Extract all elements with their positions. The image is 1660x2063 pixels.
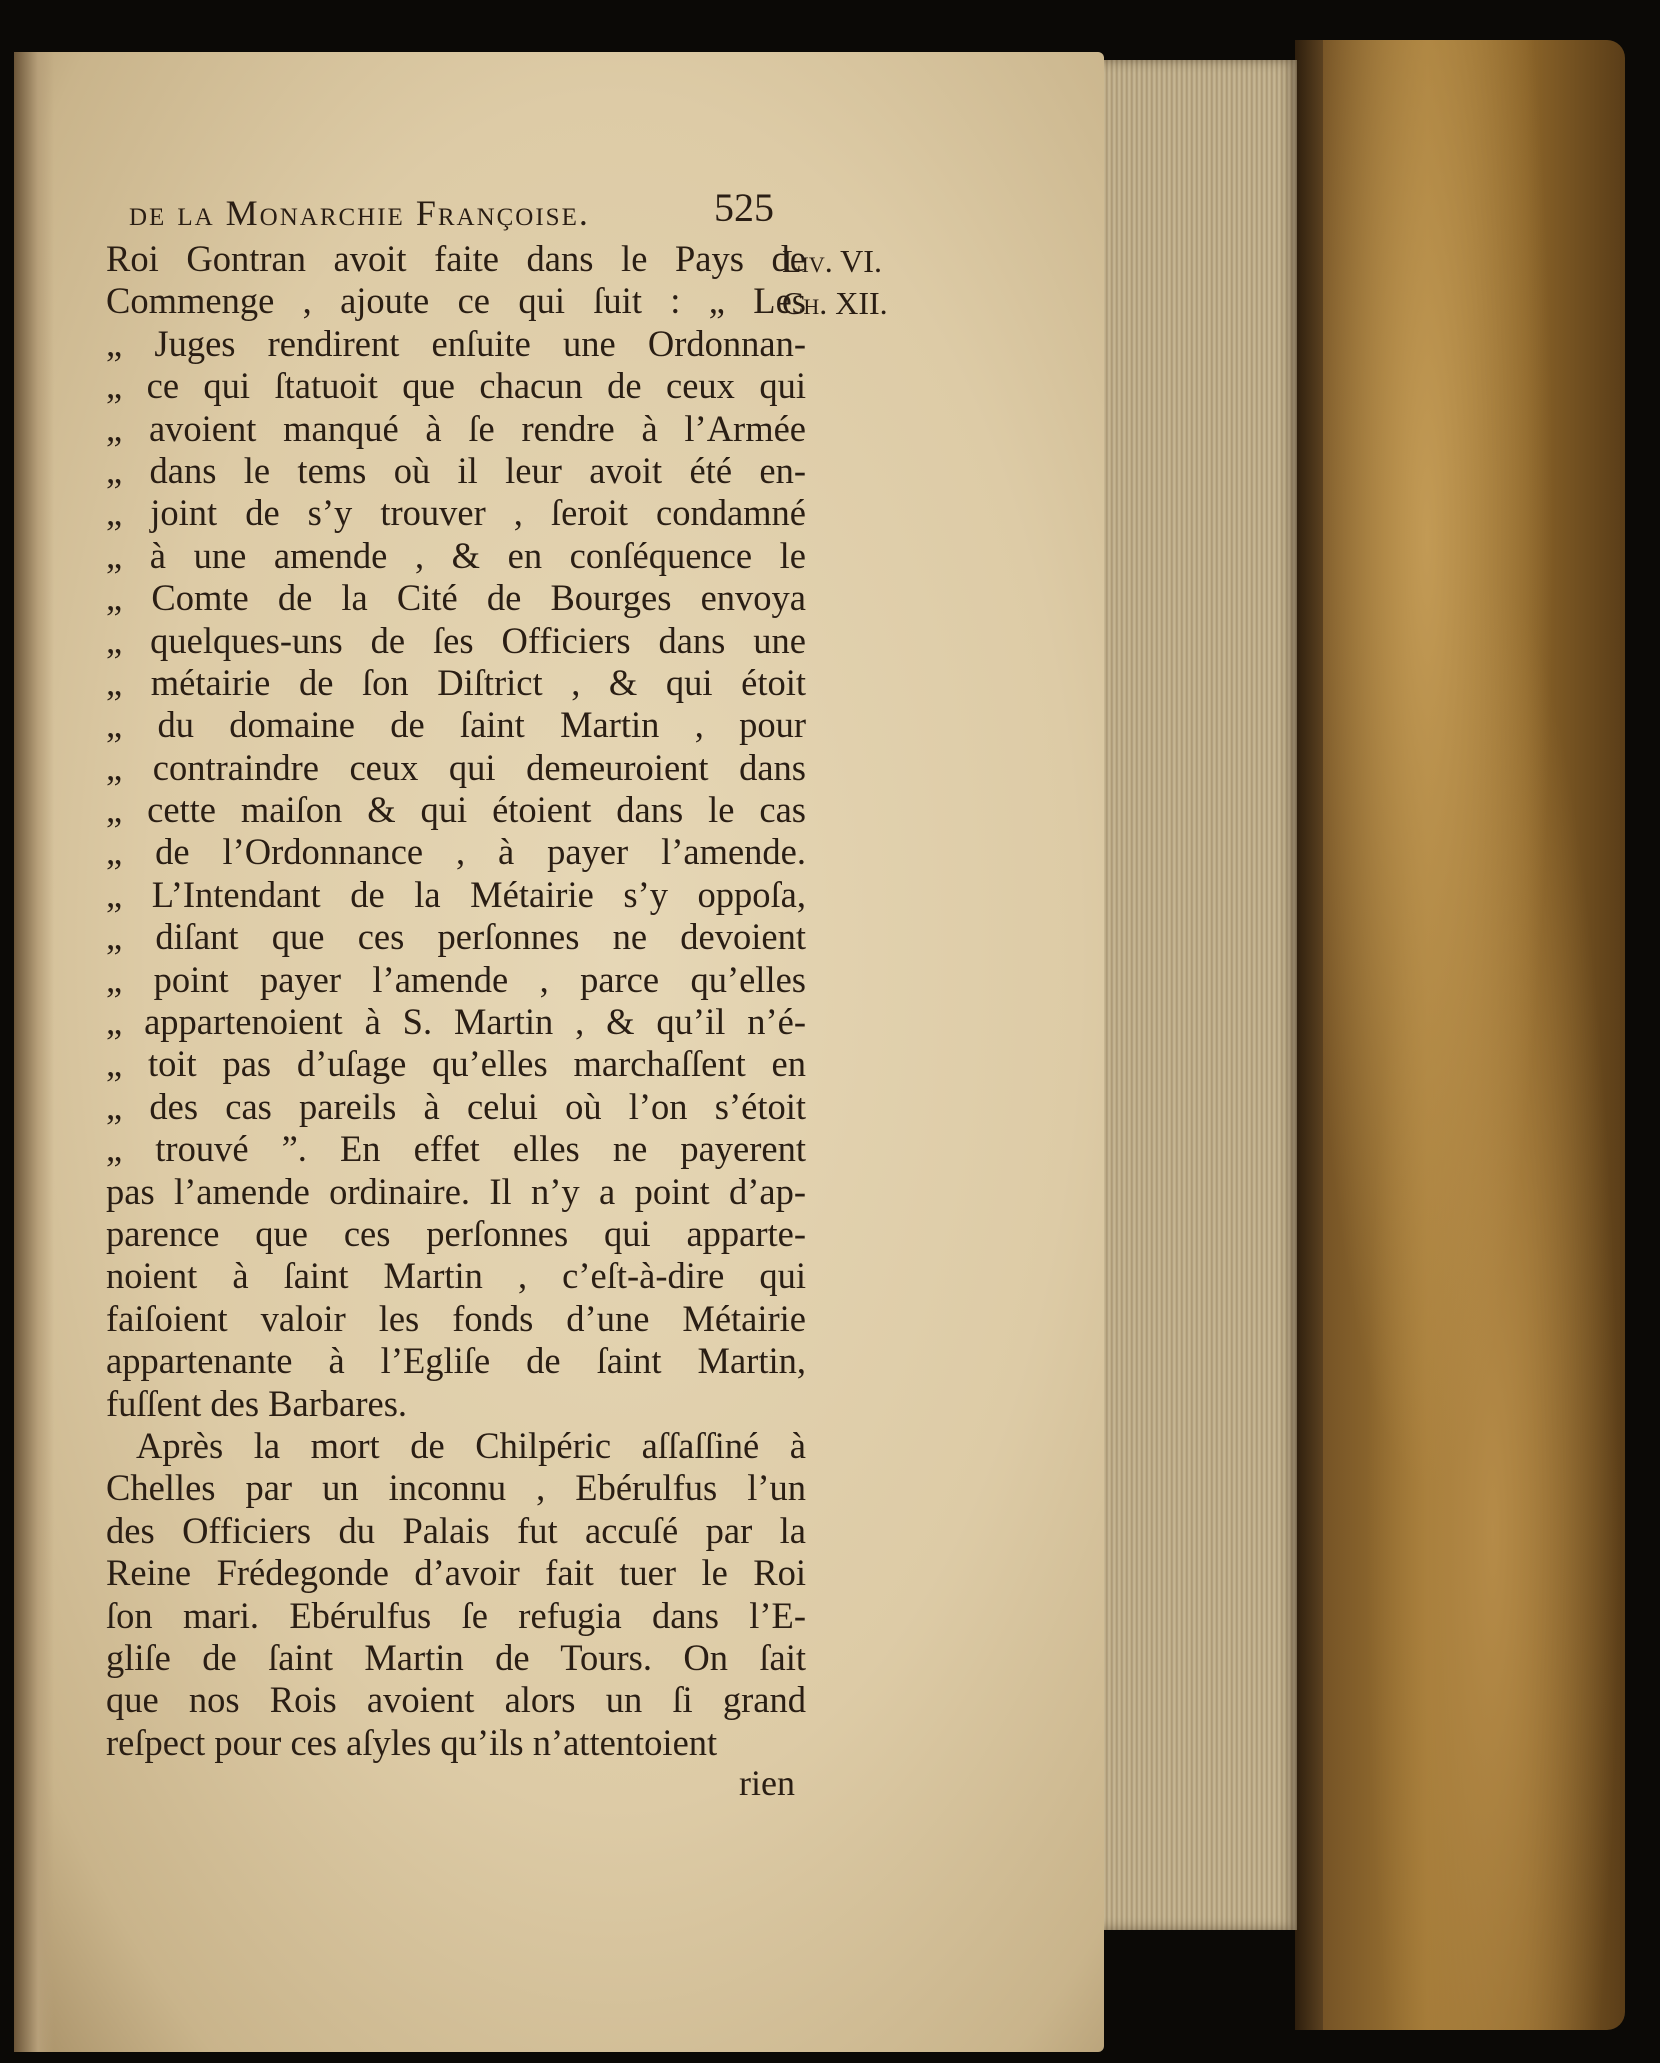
text-line: que nos Rois avoient alors un ſi grand	[106, 1679, 806, 1721]
page-number: 525	[714, 185, 774, 230]
body-text	[106, 238, 806, 1764]
text-line: „ quelques-uns de ſes Officiers dans une	[106, 619, 806, 661]
catchword: rien	[739, 1763, 795, 1803]
text-line: „ L’Intendant de la Métairie s’y oppoſa,	[106, 873, 806, 915]
text-line: „ joint de s’y trouver , ſeroit condamné	[106, 492, 806, 534]
text-line: „ métairie de ſon Diſtrict , & qui étoit	[106, 661, 806, 703]
text-line: pas l’amende ordinaire. Il n’y a point d’ap-	[106, 1170, 806, 1212]
cover-edge	[1295, 40, 1323, 2030]
text-line: „ à une amende , & en conſéquence le	[106, 534, 806, 576]
margin-notes	[782, 240, 952, 324]
text-line: reſpect pour ces aſyles qu’ils n’attentoient	[106, 1721, 718, 1763]
text-line: Après la mort de Chilpéric aſſaſſiné à	[136, 1424, 806, 1466]
text-line: Roi Gontran avoit faite dans le Pays de	[106, 238, 806, 279]
text-line: „ du domaine de ſaint Martin , pour	[106, 704, 806, 746]
text-line: „ point payer l’amende , parce qu’elles	[106, 958, 806, 1000]
text-line: „ Comte de la Cité de Bourges envoya	[106, 577, 806, 619]
text-line: „ appartenoient à S. Martin , & qu’il n’é-	[106, 1001, 806, 1043]
book-cover-board	[1295, 40, 1625, 2030]
book-page	[14, 52, 1104, 2052]
running-head: de la Monarchie Françoise.	[129, 193, 590, 233]
text-block	[14, 52, 1104, 2052]
text-line: Chelles par un inconnu , Ebérulfus l’un	[106, 1467, 806, 1509]
text-line: Commenge , ajoute ce qui ſuit : „ Les	[106, 280, 806, 322]
text-line: parence que ces perſonnes qui apparte-	[106, 1212, 806, 1254]
text-line: „ de l’Ordonnance , à payer l’amende.	[106, 831, 806, 873]
text-line: „ cette maiſon & qui étoient dans le cas	[106, 789, 806, 831]
text-line: „ contraindre ceux qui demeuroient dans	[106, 746, 806, 788]
text-line: „ Juges rendirent enſuite une Ordonnan-	[106, 322, 806, 364]
text-line: gliſe de ſaint Martin de Tours. On ſait	[106, 1636, 806, 1678]
text-line: „ avoient manqué à ſe rendre à l’Armée	[106, 407, 806, 449]
text-line: „ trouvé ”. En effet elles ne payerent	[106, 1128, 806, 1170]
text-line: ſon mari. Ebérulfus ſe refugia dans l’E-	[106, 1594, 806, 1636]
margin-note-book: Liv. VI.	[782, 243, 882, 279]
margin-note-chapter: Ch. XII.	[782, 285, 888, 321]
text-line: faiſoient valoir les fonds d’une Métairie	[106, 1297, 806, 1339]
text-line: „ toit pas d’uſage qu’elles marchaſſent en	[106, 1043, 806, 1085]
text-line: appartenante à l’Egliſe de ſaint Martin,	[106, 1340, 806, 1382]
text-line: „ diſant que ces perſonnes ne devoient	[106, 916, 806, 958]
text-line: noient à ſaint Martin , c’eſt-à-dire qui	[106, 1255, 806, 1297]
text-line: „ dans le tems où il leur avoit été en-	[106, 449, 806, 491]
text-line: des Officiers du Palais fut accuſé par la	[106, 1509, 806, 1551]
text-line: „ ce qui ſtatuoit que chacun de ceux qui	[106, 365, 806, 407]
text-line: „ des cas pareils à celui où l’on s’étoit	[106, 1085, 806, 1127]
text-line: Reine Frédegonde d’avoir fait tuer le Roi	[106, 1552, 806, 1594]
page-block-fore-edge	[1090, 60, 1297, 1930]
text-line: fuſſent des Barbares.	[106, 1382, 408, 1424]
